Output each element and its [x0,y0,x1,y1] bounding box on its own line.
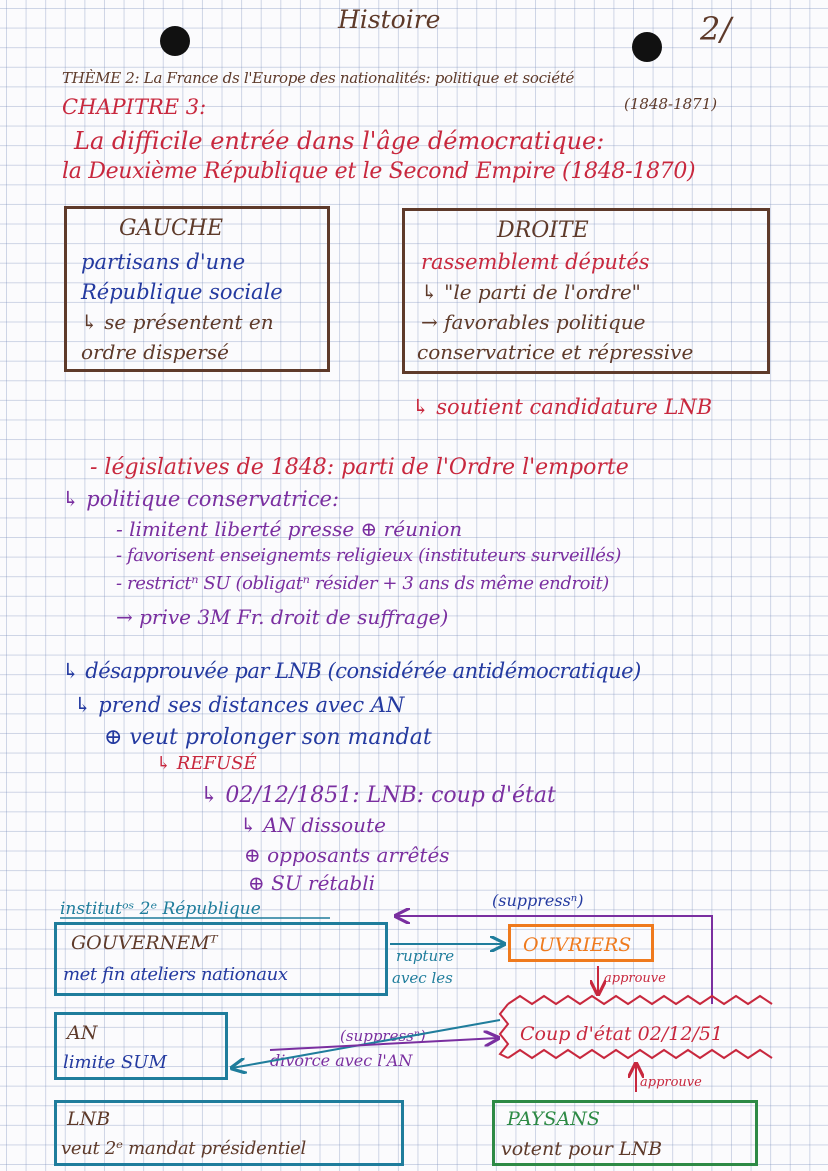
lnb-text: veut 2ᵉ mandat présidentiel [61,1138,306,1159]
approuve-top: approuve [604,971,666,986]
gauche-title: GAUCHE [119,216,224,241]
paysans-text: votent pour LNB [501,1138,663,1160]
consequence-3: ⊕ SU rétabli [248,871,375,895]
lnb-distance: ↳ prend ses distances avec AN [74,693,405,717]
divorce-label: divorce avec l'AN [270,1051,413,1070]
chapter-title-line1: La difficile entrée dans l'âge démocratique: [74,127,605,155]
politique-item-2: - favorisent enseignemts religieux (instituteurs surveillés) [116,545,621,566]
paysans-title: PAYSANS [507,1108,600,1130]
an-text: limite SUM [63,1052,167,1073]
gouvernement-text: met fin ateliers nationaux [63,964,288,985]
an-title: AN [67,1022,98,1044]
rupture-label-1: rupture [396,947,455,965]
ouvriers-title: OUVRIERS [523,934,632,956]
approuve-bottom: approuve [640,1075,702,1090]
page-number: 2/ [700,10,732,48]
politique-item-1: - limitent liberté presse ⊕ réunion [116,517,463,541]
droite-line-1: rassemblemt députés [421,250,650,274]
consequence-1: ↳ AN dissoute [240,813,386,837]
coup-label: Coup d'état 02/12/51 [520,1023,724,1045]
politique-item-4: → prive 3M Fr. droit de suffrage) [116,605,449,629]
coup-date-line: ↳ 02/12/1851: LNB: coup d'état [200,783,556,808]
lnb-prolong: ⊕ veut prolonger son mandat [104,725,432,750]
droite-line-4: conservatrice et répressive [417,340,694,364]
politique-item-3: - restrictⁿ SU (obligatⁿ résider + 3 ans ds même endroit) [116,573,609,594]
legislatives-line: - législatives de 1848: parti de l'Ordre l'emporte [90,455,629,480]
gauche-line-2: République sociale [81,280,283,304]
consequence-2: ⊕ opposants arrêtés [244,843,450,867]
chapter-title-line2: la Deuxième République et le Second Empire (1848-1870) [62,159,696,184]
gouvernement-title: GOUVERNEMᵀ [71,932,218,954]
rupture-label-2: avec les [392,969,453,987]
droite-line-3: → favorables politique [421,310,646,334]
institutions-label: institutᵒˢ 2ᵉ République [60,899,261,919]
coup-zigzag-bottom [508,1050,772,1058]
theme-dates: (1848-1871) [624,95,718,113]
gauche-line-4: ordre dispersé [81,340,229,364]
droite-line-2: ↳ "le parti de l'ordre" [421,280,641,304]
lnb-refused: ↳ REFUSÉ [156,753,257,774]
droite-title: DROITE [497,218,589,243]
coup-zigzag-left [500,1004,508,1058]
support-note: ↳ soutient candidature LNB [412,395,713,419]
gauche-line-1: partisans d'une [81,250,246,274]
chapter-label: CHAPITRE 3: [62,95,207,119]
suppression-mid: (suppressⁿ) [340,1027,426,1045]
lnb-disapproval: ↳ désapprouvée par LNB (considérée antidémocratique) [62,659,641,683]
suppression-top: (suppressⁿ) [492,891,584,910]
subject-title: Histoire [338,5,441,34]
coup-zigzag-top [508,996,772,1004]
politique-line: ↳ politique conservatrice: [62,487,340,511]
lnb-title: LNB [67,1108,111,1130]
theme-line: THÈME 2: La France ds l'Europe des nationalités: politique et société [62,69,575,87]
arrow-suppression-top [396,916,712,1004]
gauche-line-3: ↳ se présentent en [81,310,274,334]
